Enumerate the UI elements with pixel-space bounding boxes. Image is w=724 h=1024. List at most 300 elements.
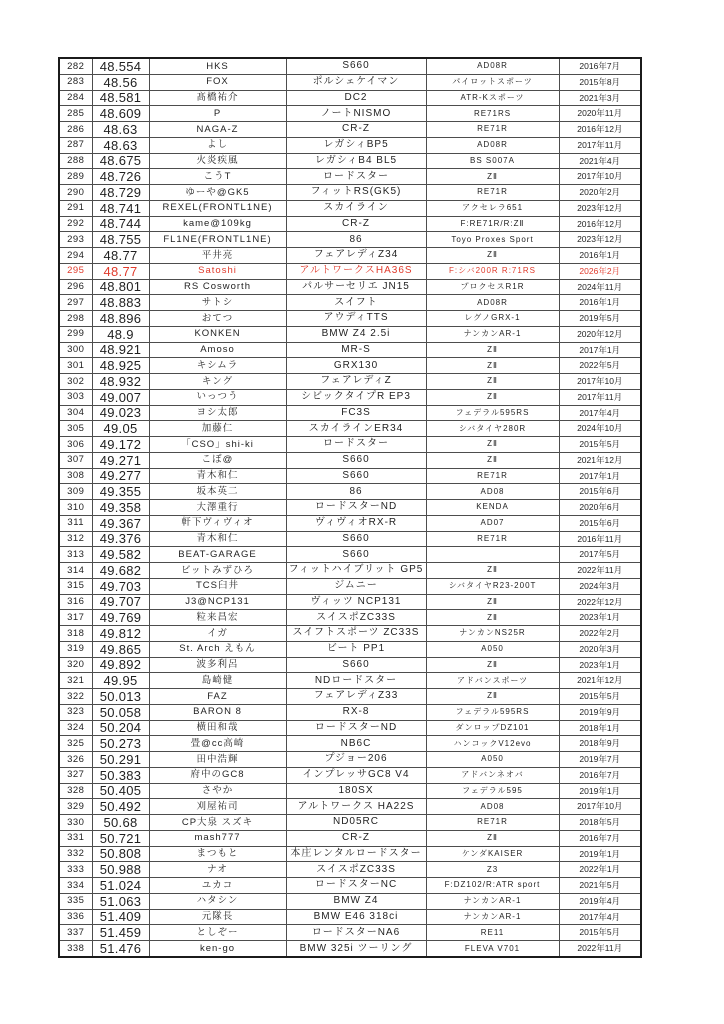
time-cell: 49.277	[92, 468, 149, 484]
time-cell: 50.492	[92, 799, 149, 815]
driver-name-cell: いっつう	[149, 389, 286, 405]
car-model-cell: ノートNISMO	[286, 106, 426, 122]
car-model-cell: BMW 325i ツーリング	[286, 941, 426, 957]
car-model-cell: NB6C	[286, 736, 426, 752]
rank-cell: 320	[59, 657, 92, 673]
car-model-cell: アウディTTS	[286, 311, 426, 327]
driver-name-cell: FL1NE(FRONTL1NE)	[149, 232, 286, 248]
driver-name-cell: P	[149, 106, 286, 122]
table-row	[59, 799, 641, 815]
driver-name-cell: よし	[149, 137, 286, 153]
date-cell: 2022年11月	[559, 563, 641, 579]
driver-name-cell: BARON 8	[149, 704, 286, 720]
rank-cell: 331	[59, 830, 92, 846]
rank-cell: 324	[59, 720, 92, 736]
tire-cell: F:シバ200R R:71RS	[426, 263, 559, 279]
time-cell: 48.726	[92, 169, 149, 185]
time-cell: 48.755	[92, 232, 149, 248]
table-body	[59, 58, 641, 957]
tire-cell: BS S007A	[426, 153, 559, 169]
date-cell: 2020年6月	[559, 500, 641, 516]
table-row	[59, 358, 641, 374]
driver-name-cell: 府中のGC8	[149, 767, 286, 783]
rank-cell: 289	[59, 169, 92, 185]
driver-name-cell: ユカコ	[149, 878, 286, 894]
rank-cell: 312	[59, 531, 92, 547]
table-row	[59, 610, 641, 626]
driver-name-cell: 軒下ヴィヴィオ	[149, 515, 286, 531]
tire-cell: RE11	[426, 925, 559, 941]
tire-cell: ケンダKAISER	[426, 846, 559, 862]
driver-name-cell: キング	[149, 374, 286, 390]
driver-name-cell: 畳@cc高崎	[149, 736, 286, 752]
tire-cell: FLEVA V701	[426, 941, 559, 957]
time-cell: 48.741	[92, 200, 149, 216]
date-cell: 2015年5月	[559, 437, 641, 453]
time-cell: 50.808	[92, 846, 149, 862]
driver-name-cell: BEAT-GARAGE	[149, 547, 286, 563]
rank-cell: 288	[59, 153, 92, 169]
car-model-cell: ポルシェケイマン	[286, 74, 426, 90]
table-row	[59, 74, 641, 90]
time-cell: 50.058	[92, 704, 149, 720]
table-row	[59, 862, 641, 878]
time-cell: 51.063	[92, 893, 149, 909]
table-row	[59, 295, 641, 311]
rank-cell: 328	[59, 783, 92, 799]
time-cell: 48.77	[92, 263, 149, 279]
table-row	[59, 311, 641, 327]
car-model-cell: アルトワークス HA22S	[286, 799, 426, 815]
time-cell: 48.9	[92, 326, 149, 342]
rank-cell: 329	[59, 799, 92, 815]
table-row	[59, 90, 641, 106]
table-row	[59, 137, 641, 153]
time-cell: 49.376	[92, 531, 149, 547]
date-cell: 2015年6月	[559, 484, 641, 500]
driver-name-cell: Satoshi	[149, 263, 286, 279]
driver-name-cell: サトシ	[149, 295, 286, 311]
driver-name-cell: ナオ	[149, 862, 286, 878]
car-model-cell: スカイライン	[286, 200, 426, 216]
time-cell: 50.988	[92, 862, 149, 878]
date-cell: 2015年6月	[559, 515, 641, 531]
tire-cell: ZⅡ	[426, 452, 559, 468]
car-model-cell: フェアレディZ33	[286, 689, 426, 705]
tire-cell: ハンコックV12evo	[426, 736, 559, 752]
table-row	[59, 720, 641, 736]
table-row	[59, 169, 641, 185]
tire-cell: F:RE71R/R:ZⅡ	[426, 216, 559, 232]
car-model-cell: S660	[286, 531, 426, 547]
tire-cell: シバタイヤ280R	[426, 421, 559, 437]
driver-name-cell: Amoso	[149, 342, 286, 358]
time-cell: 50.013	[92, 689, 149, 705]
date-cell: 2015年5月	[559, 925, 641, 941]
date-cell: 2016年7月	[559, 830, 641, 846]
driver-name-cell: 髙橋祐介	[149, 90, 286, 106]
driver-name-cell: 元隊長	[149, 909, 286, 925]
time-cell: 48.554	[92, 58, 149, 74]
rank-cell: 300	[59, 342, 92, 358]
car-model-cell: レガシィB4 BL5	[286, 153, 426, 169]
driver-name-cell: 加藤仁	[149, 421, 286, 437]
driver-name-cell: こうT	[149, 169, 286, 185]
tire-cell: RE71R	[426, 185, 559, 201]
table-row	[59, 878, 641, 894]
rank-cell: 304	[59, 405, 92, 421]
rank-cell: 286	[59, 122, 92, 138]
date-cell: 2019年5月	[559, 311, 641, 327]
time-cell: 51.409	[92, 909, 149, 925]
table-row	[59, 484, 641, 500]
time-cell: 48.675	[92, 153, 149, 169]
rank-cell: 325	[59, 736, 92, 752]
driver-name-cell: キシムラ	[149, 358, 286, 374]
time-cell: 50.721	[92, 830, 149, 846]
table-row	[59, 216, 641, 232]
driver-name-cell: KONKEN	[149, 326, 286, 342]
table-row	[59, 563, 641, 579]
driver-name-cell: 火炎疾風	[149, 153, 286, 169]
rank-cell: 290	[59, 185, 92, 201]
date-cell: 2015年8月	[559, 74, 641, 90]
tire-cell: ZⅡ	[426, 374, 559, 390]
time-cell: 49.367	[92, 515, 149, 531]
tire-cell: フェデラル595RS	[426, 405, 559, 421]
car-model-cell: FC3S	[286, 405, 426, 421]
driver-name-cell: こぼ@	[149, 452, 286, 468]
date-cell: 2019年4月	[559, 893, 641, 909]
rank-cell: 307	[59, 452, 92, 468]
table-row	[59, 468, 641, 484]
car-model-cell: CR-Z	[286, 122, 426, 138]
table-row	[59, 815, 641, 831]
car-model-cell: S660	[286, 657, 426, 673]
time-cell: 49.769	[92, 610, 149, 626]
table-row	[59, 106, 641, 122]
tire-cell: RE71R	[426, 531, 559, 547]
date-cell: 2017年10月	[559, 374, 641, 390]
rank-cell: 314	[59, 563, 92, 579]
table-row	[59, 389, 641, 405]
rank-cell: 315	[59, 578, 92, 594]
time-cell: 51.024	[92, 878, 149, 894]
driver-name-cell: 青木和仁	[149, 468, 286, 484]
car-model-cell: スイスポZC33S	[286, 862, 426, 878]
table-row	[59, 736, 641, 752]
car-model-cell: フェアレディZ	[286, 374, 426, 390]
date-cell: 2017年1月	[559, 342, 641, 358]
driver-name-cell: 青木和仁	[149, 531, 286, 547]
car-model-cell: アルトワークスHA36S	[286, 263, 426, 279]
car-model-cell: MR-S	[286, 342, 426, 358]
driver-name-cell: FOX	[149, 74, 286, 90]
tire-cell: ATR-Kスポーツ	[426, 90, 559, 106]
rank-cell: 295	[59, 263, 92, 279]
date-cell: 2020年2月	[559, 185, 641, 201]
table-row	[59, 689, 641, 705]
car-model-cell: GRX130	[286, 358, 426, 374]
rank-cell: 283	[59, 74, 92, 90]
table-row	[59, 185, 641, 201]
table-row	[59, 578, 641, 594]
car-model-cell: CR-Z	[286, 216, 426, 232]
car-model-cell: ロードスターNA6	[286, 925, 426, 941]
driver-name-cell: RS Cosworth	[149, 279, 286, 295]
date-cell: 2017年1月	[559, 468, 641, 484]
rank-cell: 285	[59, 106, 92, 122]
driver-name-cell: 粒来昌宏	[149, 610, 286, 626]
car-model-cell: ヴィヴィオRX-R	[286, 515, 426, 531]
time-cell: 49.05	[92, 421, 149, 437]
date-cell: 2021年12月	[559, 673, 641, 689]
date-cell: 2026年2月	[559, 263, 641, 279]
date-cell: 2016年12月	[559, 216, 641, 232]
table-row	[59, 122, 641, 138]
driver-name-cell: CP大泉 スズキ	[149, 815, 286, 831]
time-cell: 48.744	[92, 216, 149, 232]
driver-name-cell: REXEL(FRONTL1NE)	[149, 200, 286, 216]
driver-name-cell: 平井亮	[149, 248, 286, 264]
car-model-cell: レガシィBP5	[286, 137, 426, 153]
car-model-cell: プジョー206	[286, 752, 426, 768]
time-cell: 48.63	[92, 137, 149, 153]
rank-cell: 292	[59, 216, 92, 232]
car-model-cell: スイスポZC33S	[286, 610, 426, 626]
tire-cell: A050	[426, 752, 559, 768]
date-cell: 2019年1月	[559, 783, 641, 799]
date-cell: 2017年4月	[559, 909, 641, 925]
date-cell: 2022年5月	[559, 358, 641, 374]
rank-cell: 319	[59, 641, 92, 657]
car-model-cell: ロードスターND	[286, 500, 426, 516]
date-cell: 2024年10月	[559, 421, 641, 437]
car-model-cell: CR-Z	[286, 830, 426, 846]
driver-name-cell: まつもと	[149, 846, 286, 862]
time-cell: 48.729	[92, 185, 149, 201]
time-cell: 48.609	[92, 106, 149, 122]
table-row	[59, 200, 641, 216]
time-cell: 49.707	[92, 594, 149, 610]
date-cell: 2017年4月	[559, 405, 641, 421]
time-cell: 49.703	[92, 578, 149, 594]
tire-cell: アクセレラ651	[426, 200, 559, 216]
rank-cell: 316	[59, 594, 92, 610]
table-row	[59, 405, 641, 421]
rank-cell: 309	[59, 484, 92, 500]
driver-name-cell: イガ	[149, 626, 286, 642]
time-cell: 48.925	[92, 358, 149, 374]
car-model-cell: S660	[286, 452, 426, 468]
tire-cell: シバタイヤR23-200T	[426, 578, 559, 594]
tire-cell: ZⅡ	[426, 342, 559, 358]
table-row	[59, 263, 641, 279]
tire-cell	[426, 547, 559, 563]
rank-cell: 323	[59, 704, 92, 720]
car-model-cell: シビックタイプR EP3	[286, 389, 426, 405]
rank-cell: 291	[59, 200, 92, 216]
driver-name-cell: ビットみずひろ	[149, 563, 286, 579]
rank-cell: 322	[59, 689, 92, 705]
table-row	[59, 515, 641, 531]
time-cell: 49.812	[92, 626, 149, 642]
rank-cell: 287	[59, 137, 92, 153]
time-cell: 49.172	[92, 437, 149, 453]
rank-cell: 296	[59, 279, 92, 295]
driver-name-cell: kame@109kg	[149, 216, 286, 232]
date-cell: 2024年11月	[559, 279, 641, 295]
table-row	[59, 767, 641, 783]
tire-cell: ZⅡ	[426, 358, 559, 374]
car-model-cell: ロードスターNC	[286, 878, 426, 894]
tire-cell: ナンカンAR-1	[426, 326, 559, 342]
rank-cell: 294	[59, 248, 92, 264]
time-cell: 48.63	[92, 122, 149, 138]
date-cell: 2019年7月	[559, 752, 641, 768]
car-model-cell: インプレッサGC8 V4	[286, 767, 426, 783]
tire-cell: アドバンスポーツ	[426, 673, 559, 689]
date-cell: 2020年12月	[559, 326, 641, 342]
tire-cell: AD07	[426, 515, 559, 531]
table-row	[59, 846, 641, 862]
rank-cell: 337	[59, 925, 92, 941]
time-cell: 50.68	[92, 815, 149, 831]
car-model-cell: フェアレディZ34	[286, 248, 426, 264]
car-model-cell: BMW Z4	[286, 893, 426, 909]
tire-cell: AD08	[426, 484, 559, 500]
tire-cell: ダンロップDZ101	[426, 720, 559, 736]
rank-cell: 326	[59, 752, 92, 768]
car-model-cell: フィットRS(GK5)	[286, 185, 426, 201]
driver-name-cell: ゆーや@GK5	[149, 185, 286, 201]
rank-cell: 313	[59, 547, 92, 563]
car-model-cell: ロードスターND	[286, 720, 426, 736]
driver-name-cell: としぞー	[149, 925, 286, 941]
rank-cell: 305	[59, 421, 92, 437]
date-cell: 2016年1月	[559, 295, 641, 311]
driver-name-cell: ハタシン	[149, 893, 286, 909]
rank-cell: 332	[59, 846, 92, 862]
table-row	[59, 657, 641, 673]
tire-cell: ZⅡ	[426, 248, 559, 264]
rank-cell: 338	[59, 941, 92, 957]
time-cell: 49.271	[92, 452, 149, 468]
tire-cell: ZⅡ	[426, 563, 559, 579]
tire-cell: Z3	[426, 862, 559, 878]
date-cell: 2021年5月	[559, 878, 641, 894]
table-row	[59, 830, 641, 846]
driver-name-cell: TCS臼井	[149, 578, 286, 594]
rank-cell: 284	[59, 90, 92, 106]
driver-name-cell: 波多利呂	[149, 657, 286, 673]
tire-cell: AD08R	[426, 295, 559, 311]
tire-cell: ZⅡ	[426, 389, 559, 405]
car-model-cell: ビート PP1	[286, 641, 426, 657]
tire-cell: ナンカンNS25R	[426, 626, 559, 642]
lap-time-ranking-table	[58, 57, 642, 958]
tire-cell: F:DZ102/R:ATR sport	[426, 878, 559, 894]
date-cell: 2022年1月	[559, 862, 641, 878]
car-model-cell: DC2	[286, 90, 426, 106]
car-model-cell: NDロードスター	[286, 673, 426, 689]
driver-name-cell: HKS	[149, 58, 286, 74]
table-row	[59, 893, 641, 909]
time-cell: 49.865	[92, 641, 149, 657]
date-cell: 2021年12月	[559, 452, 641, 468]
date-cell: 2020年3月	[559, 641, 641, 657]
rank-cell: 335	[59, 893, 92, 909]
tire-cell: RE71R	[426, 122, 559, 138]
rank-cell: 321	[59, 673, 92, 689]
tire-cell: ZⅡ	[426, 689, 559, 705]
tire-cell: AD08R	[426, 137, 559, 153]
date-cell: 2016年1月	[559, 248, 641, 264]
date-cell: 2019年9月	[559, 704, 641, 720]
date-cell: 2022年2月	[559, 626, 641, 642]
rank-cell: 333	[59, 862, 92, 878]
date-cell: 2018年9月	[559, 736, 641, 752]
driver-name-cell: 大澤重行	[149, 500, 286, 516]
time-cell: 51.476	[92, 941, 149, 957]
table-row	[59, 342, 641, 358]
tire-cell: RE71RS	[426, 106, 559, 122]
tire-cell: フェデラル595	[426, 783, 559, 799]
tire-cell: AD08	[426, 799, 559, 815]
car-model-cell: 86	[286, 484, 426, 500]
table-row	[59, 909, 641, 925]
table-row	[59, 594, 641, 610]
rank-cell: 334	[59, 878, 92, 894]
time-cell: 49.95	[92, 673, 149, 689]
tire-cell: A050	[426, 641, 559, 657]
time-cell: 48.581	[92, 90, 149, 106]
time-cell: 50.291	[92, 752, 149, 768]
date-cell: 2016年11月	[559, 531, 641, 547]
driver-name-cell: mash777	[149, 830, 286, 846]
table-row	[59, 531, 641, 547]
tire-cell: フェデラル595RS	[426, 704, 559, 720]
time-cell: 48.801	[92, 279, 149, 295]
tire-cell: AD08R	[426, 58, 559, 74]
car-model-cell: 本庄レンタルロードスター	[286, 846, 426, 862]
tire-cell: ZⅡ	[426, 610, 559, 626]
tire-cell: パイロットスポーツ	[426, 74, 559, 90]
rank-cell: 330	[59, 815, 92, 831]
driver-name-cell: 刈屋祐司	[149, 799, 286, 815]
car-model-cell: ロードスター	[286, 437, 426, 453]
rank-cell: 297	[59, 295, 92, 311]
rank-cell: 301	[59, 358, 92, 374]
time-cell: 48.883	[92, 295, 149, 311]
tire-cell: プロクセスR1R	[426, 279, 559, 295]
rank-cell: 282	[59, 58, 92, 74]
date-cell: 2018年1月	[559, 720, 641, 736]
table-row	[59, 58, 641, 74]
date-cell: 2017年5月	[559, 547, 641, 563]
driver-name-cell: さやか	[149, 783, 286, 799]
table-row	[59, 153, 641, 169]
date-cell: 2018年5月	[559, 815, 641, 831]
table-row	[59, 925, 641, 941]
driver-name-cell: 坂本英二	[149, 484, 286, 500]
car-model-cell: ND05RC	[286, 815, 426, 831]
car-model-cell: ジムニー	[286, 578, 426, 594]
driver-name-cell: 横田和哉	[149, 720, 286, 736]
date-cell: 2015年5月	[559, 689, 641, 705]
table-row	[59, 248, 641, 264]
tire-cell: ZⅡ	[426, 169, 559, 185]
